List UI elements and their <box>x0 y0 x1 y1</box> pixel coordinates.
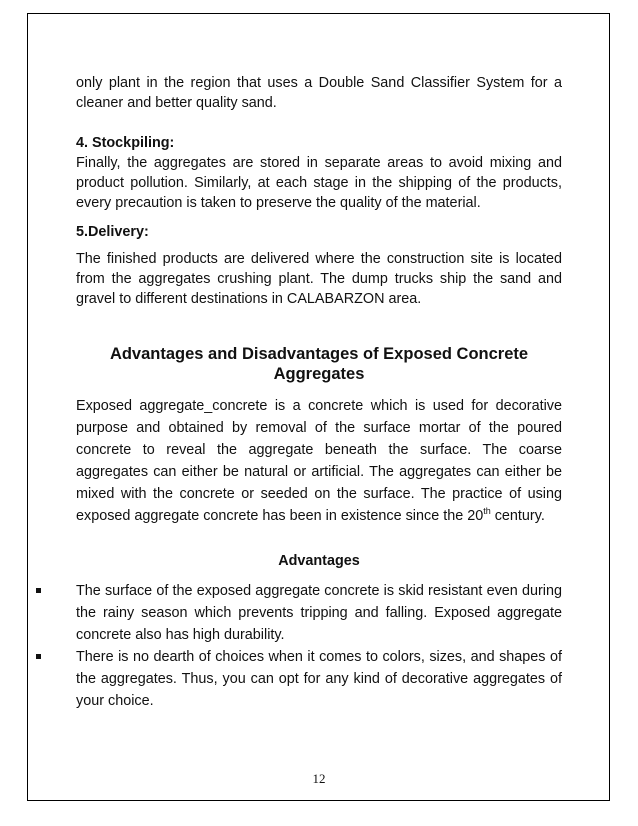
section-title: Advantages and Disadvantages of Exposed Concrete Aggregates <box>109 345 529 383</box>
intro-paragraph: only plant in the region that uses a Double Sand Classifier System for a cleaner and better quality sand. <box>76 75 562 111</box>
list-item-text: The surface of the exposed aggregate concrete is skid resistant even during the rainy season which prevents tripping and falling. Exposed aggregate concrete also has high durability. <box>76 583 562 643</box>
list-item-text: There is no dearth of choices when it comes to colors, sizes, and shapes of the aggregates. Thus, you can opt for any kind of decorative aggregates of your choice. <box>76 649 562 709</box>
stockpiling-heading: 4. Stockpiling: <box>76 135 175 151</box>
exposed-paragraph <box>76 395 562 527</box>
stockpiling-paragraph: Finally, the aggregates are stored in separate areas to avoid mixing and product pollution. Similarly, at each stage in the shipping of the products, every precaution is taken to preserve the quality of the material. <box>76 155 562 211</box>
delivery-paragraph: The finished products are delivered where the construction site is located from the aggregates crushing plant. The dump trucks ship the sand and gravel to different destinations in CALABARZON area. <box>76 251 562 307</box>
advantages-list <box>0 580 638 712</box>
exposed-paragraph-end: century. <box>490 508 545 524</box>
square-bullet-icon <box>36 654 41 659</box>
exposed-paragraph-text: Exposed aggregate_concrete is a concrete which is used for decorative purpose and obtained by removal of the surface mortar of the poured concrete to reveal the aggregate beneath the surface. The coarse aggregates can either be natural or artificial. The aggregates can either be mixed with the concrete or seeded on the surface. The practice of using exposed aggregate concrete has been in existence since the 20 <box>76 398 562 524</box>
superscript-th: th <box>483 506 491 517</box>
list-item <box>0 646 638 712</box>
delivery-heading: 5.Delivery: <box>76 224 149 240</box>
square-bullet-icon <box>36 588 41 593</box>
page-number: 12 <box>312 771 326 786</box>
advantages-heading: Advantages <box>278 553 360 569</box>
list-item <box>0 580 638 646</box>
